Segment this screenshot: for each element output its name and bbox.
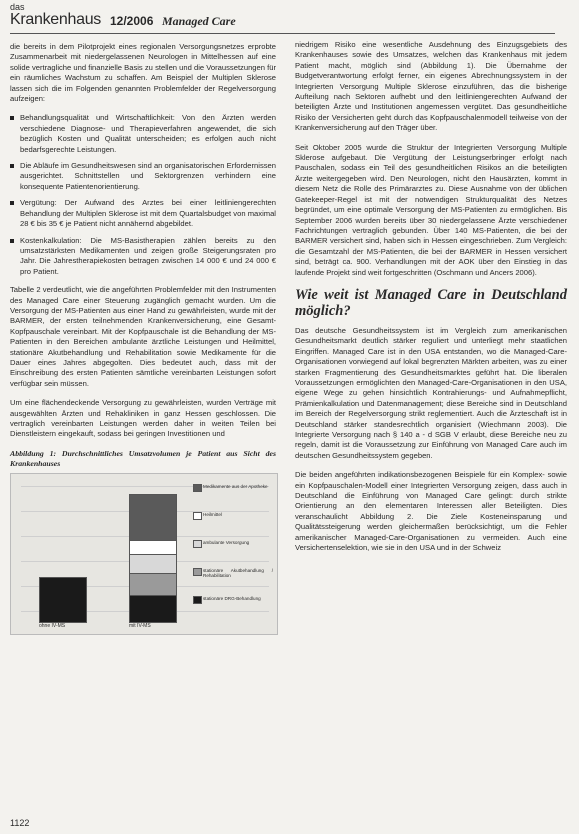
section-title: Managed Care (162, 14, 236, 28)
page-number: 1122 (10, 818, 30, 828)
figure-chart (10, 473, 278, 635)
bar-segment (129, 494, 177, 541)
right-paragraph-1: niedrigem Risiko eine wesentliche Ausdehnung des Einzugsgebiets des Krankenhauses sowie des Umsatzes, welchen das Krankenhaus mit jedem Patient macht, möglich sind (Abbildung 1). Die Übernahme der Budgetverantwortung erfolgt ferner, ein eigenes Abrechnungssystem in der Integrierten Versorgung Multiple Sklerose einzuführen, das die bisherige Aufteilung nach Sektoren aufhebt und den leitliniengerechten Aufwand der beteiligten Ärzte und Institutionen angemessen vergütet. Das gesundheitliche Risiko der Versicherten geht durch das Kopfpauschalenmodell teilweise von der Krankenversicherung auf den Träger über. (295, 40, 567, 133)
bullet-item: Kostenkalkulation: Die MS-Basistherapien zählen bereits zu den umsatzstärksten Medikamenten und zeigen große Steigerungsraten pro Jahr. Die Jahrestherapiekosten betragen zwischen 14 000 € und 24 000 € pro Patient. (10, 236, 276, 278)
logo-small-text: das (10, 2, 25, 12)
page-header (10, 2, 570, 38)
right-column (295, 40, 567, 562)
legend-entry: Heilmittel (203, 511, 222, 517)
right-paragraph-2: Seit Oktober 2005 wurde die Struktur der Integrierten Versorgung Multiple Sklerose aufgebaut. Die Vergütung der Leistungserbringer erfolgt nach Pauschalen, sodass ein Teil des gesundheitlichen Risikos an die beteiligten Ärzte weitergegeben wird. Den Neurologen, nicht den Hausärzten, kommt in diesem Netz die Rolle des Primärarztes zu. Diese Ausnahme von der üblichen Gatekeeper-Regel ist mit der notwendigen Strukturqualität des Netzes begründet, um eine optimale Versorgung der MS-Patienten zu ermöglichen. Bis September 2006 wurden bereits über 30 niedergelassene Ärzte verschiedener Fachrichtungen vertraglich gebunden. Über 140 MS-Patienten, die bei der BARMER versichert sind, haben sich in Hessen eingeschrieben. Zum Vergleich: die Gesamtzahl der MS-Patienten, die bei der BARMER in Hessen versichert sind, beträgt ca. 900. Verhandlungen mit der AOK über den Einstieg in das laufende Projekt sind weit fortgeschritten (Oschmann und Ancers 2006). (295, 142, 567, 277)
figure-caption: Abbildung 1: Durchschnittliches Umsatzvolumen je Patient aus Sicht des Krankenhauses (10, 448, 276, 468)
legend-entry: Medikamente aus der Apotheke (203, 483, 268, 489)
legend-swatch (193, 484, 202, 492)
bar-segment (129, 573, 177, 596)
right-paragraph-4: Die beiden angeführten indikationsbezogenen Beispiele für ein Komplex- sowie ein Kopfpauschalen-Modell einer Integrierten Versorgung zeigen, dass auch in Deutschland die Einführung von Managed Care gelingt: durch strikte Orientierung an den elementaren Interessen aller Beteiligten. Dies veranschaulicht Abbildung 2. Die Ziele Kosteneinsparung und Qualitätssteigerung werden gleichermaßen berücksichtigt, um die Fehler amerikanischer Managed-Care-Organisationen zu vermeiden. Auch eine Versichertenselektion, wie sie in den USA und in der Schweiz (295, 470, 567, 553)
logo-journal-name: Krankenhaus (10, 11, 101, 28)
bar-segment (129, 595, 177, 623)
left-column (10, 42, 276, 635)
bullet-item: Vergütung: Der Aufwand des Arztes bei einer leitliniengerechten Behandlung der Multiplen Sklerose ist mit dem Quartalsbudget von maximal 28 € bis 35 € je Patient nicht annähernd abgebildet. (10, 198, 276, 229)
bar-segment (129, 554, 177, 574)
issue-number: 12/2006 (110, 14, 154, 28)
bullet-item: Behandlungsqualität und Wirtschaftlichkeit: Von den Ärzten werden verschiedene Diagnose- und Therapieverfahren angewendet, die sich bezüglich Kosten und Qualität unterscheiden; es erfolgen auch nicht bedarfsgerechte Leistungen. (10, 113, 276, 155)
legend-entry: ambulante Versorgung (203, 539, 250, 545)
x-category-label: mit IV-MS (129, 623, 151, 630)
legend-swatch (193, 568, 202, 576)
section-heading: Wie weit ist Managed Care in Deutschland möglich? (295, 286, 567, 319)
header-rule (10, 33, 555, 34)
legend-swatch (193, 512, 202, 520)
legend-entry: stationäre DRG-Behandlung (203, 595, 261, 601)
right-paragraph-3: Das deutsche Gesundheitssystem ist im Vergleich zum amerikanischen Gesundheitsmarkt deutlich stärker reguliert und unterliegt mehr staatlichen Eingriffen. Managed Care ist in den USA entstanden, wo die Managed-Care-Organisationen vorwiegend auf lokal begrenzten Märkten arbeiten, was zu einer starken Fragmentierung des Gesundheitsmarktes geführt hat. Die liberalen Voraussetzungen ermöglichten den Managed-Care-Organisationen in den USA, eigene Wege zu gehen hinsichtlich Kontrahierungs- und Aufnahmepflicht, Prämienkalkulation und Datenmanagement; diese Bereiche sind in Deutschland im Bereich der Regelversorgung strikt reglementiert. Auch die Ärzteschaft ist in Deutschland stärker standesrechtlich organisiert (Wiechmann 2003). Die Integrierte Versorgung nach § 140 a - d SGB V erlaubt, diese Bereiche neu zu regeln, damit ist die Voraussetzung zur Einführung von Managed Care auch im deutschen Gesundheitssystem gegeben. (295, 325, 567, 460)
legend-swatch (193, 596, 202, 604)
bullet-item: Die Abläufe im Gesundheitswesen sind an organisatorischen Erfordernissen ausgerichtet. Schnittstellen und Sektorgrenzen verhindern eine konsequente Patientenorientierung. (10, 161, 276, 192)
bar-segment (129, 540, 177, 555)
x-category-label: ohne IV-MS (39, 623, 66, 630)
bar-segment (39, 577, 87, 623)
left-paragraph-2: Tabelle 2 verdeutlicht, wie die angeführten Problemfelder mit den Instrumenten des Managed Care einer Steuerung zugänglich gemacht wurden. Um die Versorgung der MS-Patienten aus einer Hand zu gewährleisten, wurde mit der BARMER, der ersten teilnehmenden Krankenversicherung, eine Gesamt-Kopfpauschale vereinbart. Mit der Kopfpauschale ist die Behandlung der MS-Patienten in den Bereichen ambulante ärztliche Leistungen und Heilmittel, stationäre Akutbehandlung und Rehabilitation sowie Medikamente für die Dauer eines Jahres abgegolten. Dies bedeutet auch, dass mit der Einschreibung des ersten Patienten sämtliche vereinbarten Leistungen sofort verfügbar sein müssen. (10, 285, 276, 388)
legend-entry: stationäre Akutbehandlung / Rehabilitation (203, 567, 273, 579)
left-paragraph-3: Um eine flächendeckende Versorgung zu gewährleisten, wurden Verträge mit ausgewählten Ärzten und Rehakliniken in ganz Hessen geschlossen. Die vertraglich vereinbarten Leistungen werden daher in weiten Teilen bei Dienstleistern eingekauft, sodass bei geringen Investitionen und (10, 398, 276, 439)
left-intro-paragraph: die bereits in dem Pilotprojekt eines regionalen Versorgungsnetzes erprobte Zusammenarbeit mit niedergelassenen Neurologen in Mittelhessen auf eine solide vertragliche und finanzielle Basis zu stellen und die Voraussetzungen für ein räumliches Wachstum zu schaffen. Am Beispiel der Multiplen Sklerose lassen sich die im Folgenden genannten Problemfelder der Regelversorgung aufzeigen: (10, 42, 276, 104)
legend-swatch (193, 540, 202, 548)
